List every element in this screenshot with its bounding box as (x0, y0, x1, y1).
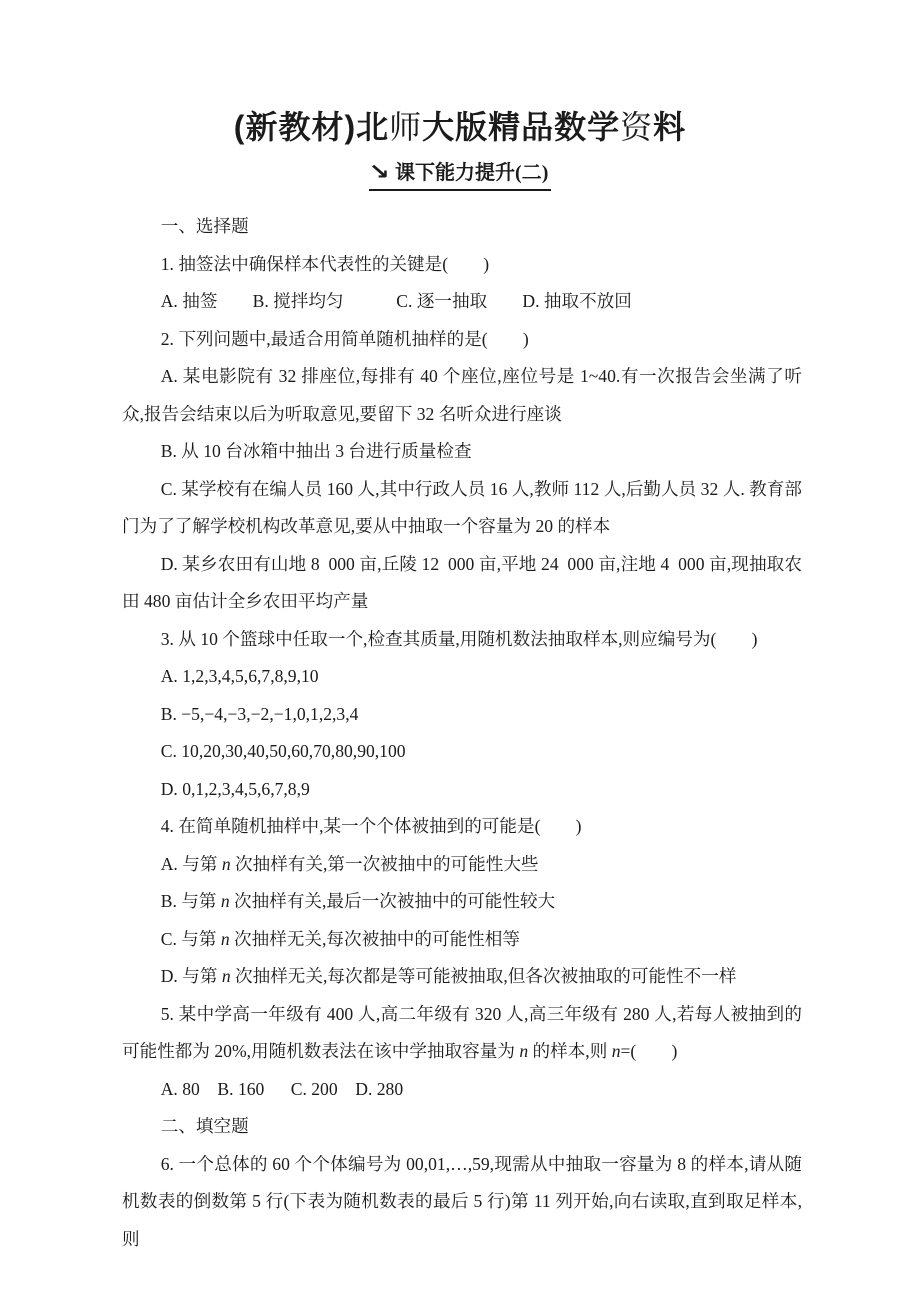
q2-stem (122, 321, 802, 359)
text-run: A. 与第 (160, 853, 222, 874)
q4-option-b (122, 883, 802, 921)
q4-option-c (122, 921, 802, 959)
text-run: 大版精品数学 (422, 109, 621, 145)
text-run: A. 80 B. 160 C. 200 D. 280 (160, 1078, 404, 1099)
text-run: 次抽样有关,最后一次被抽中的可能性较大 (229, 891, 556, 911)
text-run: D. 与第 (160, 966, 222, 986)
section-fill-in-heading (122, 1108, 802, 1146)
italic-variable: n (519, 1041, 529, 1061)
text-run: A. 某电影院有 32 排座位,每排有 40 个座位,座位号是 1~40.有一次报告会坐满了听众,报告会结束以后为听取意见,要留下 32 名听众进行座谈 (122, 366, 802, 424)
text-run: 一、选择题 (160, 216, 249, 236)
text-run: A. 1,2,3,4,5,6,7,8,9,10 (160, 666, 319, 686)
text-run: =( ) (620, 1041, 678, 1061)
q3-option-b (122, 696, 802, 734)
document-body (0, 208, 920, 1258)
arrow-southeast-icon: ↘ (368, 160, 390, 185)
text-run: 次抽样有关,第一次被抽中的可能性大些 (230, 853, 539, 874)
q3-option-d (122, 771, 802, 809)
italic-variable: n (220, 891, 230, 911)
q4-option-a (122, 846, 802, 884)
text-run: 3. 从 10 个篮球中任取一个,检查其质量,用随机数法抽取样本,则应编号为( ) (160, 628, 758, 649)
text-run: B. −5,−4,−3,−2,−1,0,1,2,3,4 (160, 703, 359, 724)
text-run: 二、填空题 (160, 1116, 249, 1136)
q1-stem (122, 246, 802, 284)
text-run: 次抽样无关,每次都是等可能被抽取,但各次被抽取的可能性不一样 (230, 966, 737, 986)
italic-variable: n (220, 928, 230, 949)
text-run: 1. 抽签法中确保样本代表性的关键是( ) (160, 253, 490, 274)
section-header (369, 160, 552, 191)
text-run: 师 (389, 109, 423, 145)
text-run: C. 与第 (160, 928, 221, 949)
text-run: B. 从 10 台冰箱中抽出 3 台进行质量检查 (160, 441, 472, 461)
q2-option-c (122, 471, 802, 546)
text-run: 的样本,则 (528, 1041, 612, 1061)
q1-options (122, 283, 802, 321)
section-header-row (0, 160, 920, 191)
q5-options (122, 1071, 802, 1109)
text-run: 4. 在简单随机抽样中,某一个个体被抽到的可能是( ) (160, 816, 582, 836)
q3-option-c (122, 733, 802, 771)
text-run: 5. 某中学高一年级有 400 人,高二年级有 320 人,高三年级有 280 人,若每人被抽到的可能性都为 20%,用随机数表法在该中学抽取容量为 (122, 1003, 802, 1061)
text-run: D. 某乡农田有山地 8 000 亩,丘陵 12 000 亩,平地 24 000 亩,注地 4 000 亩,现抽取农田 480 亩估计全乡农田平均产量 (122, 553, 802, 611)
q2-option-a (122, 358, 802, 433)
text-run: 2. 下列问题中,最适合用简单随机抽样的是( ) (160, 328, 529, 349)
q6-stem (122, 1146, 802, 1259)
italic-variable: n (221, 853, 231, 874)
section-header-label: 课下能力提升(二) (395, 162, 549, 184)
text-run: 6. 一个总体的 60 个个体编号为 00,01,…,59,现需从中抽取一容量为 8 的样本,请从随机数表的倒数第 5 行(下表为随机数表的最后 5 行)第 11 列开始,向右读取,直到取足样本,则 (122, 1153, 802, 1249)
italic-variable: n (221, 966, 231, 986)
text-run: C. 某学校有在编人员 160 人,其中行政人员 16 人,教师 112 人,后勤人员 32 人. 教育部门为了了解学校机构改革意见,要从中抽取一个容量为 20 的样本 (122, 478, 802, 536)
q5-stem (122, 996, 802, 1071)
text-run: (新教材)北 (233, 109, 390, 145)
text-run: C. 10,20,30,40,50,60,70,80,90,100 (160, 741, 406, 761)
q2-option-d (122, 546, 802, 621)
document-title (0, 0, 920, 148)
text-run: 次抽样无关,每次被抽中的可能性相等 (229, 928, 520, 949)
text-run: 料 (653, 109, 687, 145)
text-run: B. 与第 (160, 891, 221, 911)
q3-option-a (122, 658, 802, 696)
q4-stem (122, 808, 802, 846)
text-run: A. 抽签 B. 搅拌均匀 C. 逐一抽取 D. 抽取不放回 (160, 291, 632, 311)
section-choice-questions-heading (122, 208, 802, 246)
q4-option-d (122, 958, 802, 996)
q3-stem (122, 621, 802, 659)
text-run: 资 (620, 109, 654, 145)
italic-variable: n (611, 1041, 621, 1061)
q2-option-b (122, 433, 802, 471)
text-run: D. 0,1,2,3,4,5,6,7,8,9 (160, 778, 310, 799)
